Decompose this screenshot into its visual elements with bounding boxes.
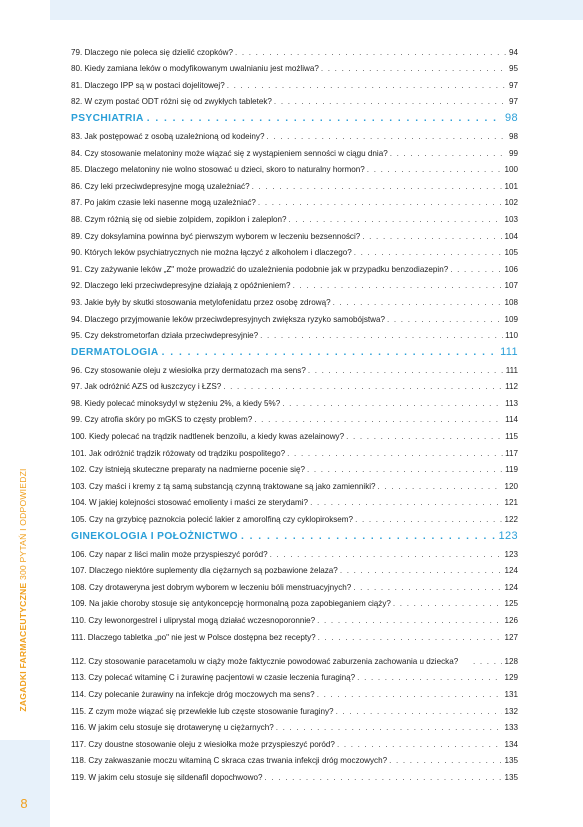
entry-title: 116. W jakim celu stosuje się drotawerynę u ciężarnych? (71, 723, 274, 733)
entry-title: 87. Po jakim czasie leki nasenne mogą uzależniać? (71, 198, 256, 208)
dot-leader (307, 464, 503, 475)
entry-page-number: 124 (504, 566, 518, 576)
entry-page-number: 97 (508, 80, 518, 90)
dot-leader (241, 531, 495, 542)
book-brand: ZAGADKI FARMACEUTYCZNE (18, 582, 28, 712)
toc-entry (71, 669, 518, 686)
entry-title: 111. Dlaczego tabletka „po" nie jest w Polsce dostępna bez recepty? (71, 632, 316, 642)
entry-title: 86. Czy leki przeciwdepresyjne mogą uzależniać? (71, 181, 250, 191)
entry-title: 80. Kiedy zamiana leków o modyfikowanym uwalnianiu jest możliwa? (71, 64, 319, 74)
page-number: 8 (20, 796, 28, 811)
toc-entry (71, 293, 518, 310)
entry-page-number: 112 (505, 382, 518, 392)
entry-title: 94. Dlaczego przyjmowanie leków przeciwdepresyjnych zwiększa ryzyko samobójstwa? (71, 314, 385, 324)
entry-title: 106. Czy napar z liści malin może przyspieszyć poród? (71, 549, 268, 559)
entry-title: 118. Czy zakwaszanie moczu witaminą C skraca czas trwania infekcji dróg moczowych? (71, 756, 388, 766)
dot-leader (258, 197, 503, 208)
toc-entry (71, 611, 518, 628)
toc-entry (71, 510, 518, 527)
toc-entry (71, 60, 518, 77)
entry-page-number: 97 (508, 97, 518, 107)
dot-leader (147, 113, 502, 124)
toc-entry (71, 277, 518, 294)
dot-leader (282, 398, 503, 409)
dot-leader (266, 131, 507, 142)
entry-page-number: 119 (505, 465, 518, 475)
entry-page-number: 105 (504, 248, 518, 258)
toc-entry (71, 645, 518, 669)
toc-entry (71, 127, 518, 144)
dot-leader (355, 514, 502, 525)
entry-page-number: 102 (504, 198, 518, 208)
toc-section-heading (71, 343, 518, 361)
entry-page-number: 101 (504, 181, 518, 191)
dot-leader (337, 739, 503, 750)
toc-entry (71, 545, 518, 562)
toc-entry (71, 227, 518, 244)
entry-page-number: 94 (508, 47, 518, 57)
dot-leader (354, 247, 503, 258)
toc-entry (71, 702, 518, 719)
entry-title: 110. Czy lewonorgestrel i uliprystal mogą działać wczesnoporonnie? (71, 616, 316, 625)
entry-title: 101. Jak odróżnić trądzik różowaty od trądziku pospolitego? (71, 448, 286, 458)
entry-page-number: 103 (504, 214, 518, 224)
entry-page-number: 98 (508, 131, 518, 141)
toc-entry (71, 327, 518, 344)
entry-page-number: 99 (508, 148, 518, 158)
book-title-vertical (18, 468, 28, 711)
entry-page-number: 104 (504, 231, 518, 241)
entry-title: 81. Dlaczego IPP są w postaci dojelitowej? (71, 80, 225, 90)
dot-leader (346, 431, 503, 442)
entry-title: 119. W jakim celu stosuje się sildenafil dopochwowo? (71, 772, 263, 782)
dot-leader (390, 148, 507, 159)
toc-entry (71, 361, 518, 378)
entry-page-number: 107 (504, 281, 518, 291)
dot-leader (276, 722, 503, 733)
entry-page-number: 110 (505, 331, 518, 341)
toc-entry (71, 310, 518, 327)
entry-title: 91. Czy zażywanie leków „Z" może prowadzić do uzależnienia podobnie jak w przypadku benzodiazepin? (71, 264, 449, 274)
entry-page-number: 132 (504, 706, 518, 716)
top-band (0, 0, 583, 20)
entry-title: 96. Czy stosowanie oleju z wiesiołka przy dermatozach ma sens? (71, 365, 306, 375)
toc-entry (71, 194, 518, 211)
entry-page-number: 113 (505, 398, 518, 408)
section-title: DERMATOLOGIA (71, 346, 159, 358)
dot-leader (265, 772, 503, 783)
toc-entry (71, 93, 518, 110)
entry-page-number: 95 (508, 64, 518, 74)
entry-title: 85. Dlaczego melatoniny nie wolno stosować u dzieci, skoro to naturalny hormon? (71, 165, 365, 175)
toc-entry (71, 394, 518, 411)
dot-leader (353, 582, 502, 593)
dot-leader (389, 755, 502, 766)
entry-page-number: 98 (504, 112, 518, 125)
entry-page-number: 111 (505, 365, 518, 375)
entry-page-number: 111 (500, 346, 518, 359)
book-subtitle: 300 PYTAŃ I ODPOWIEDZI (18, 468, 28, 581)
dot-leader (274, 96, 507, 107)
entry-page-number: 125 (504, 599, 518, 609)
entry-page-number: 128 (504, 656, 518, 666)
dot-leader (162, 347, 497, 358)
entry-page-number: 120 (504, 481, 518, 491)
dot-leader (287, 448, 503, 459)
dot-leader (252, 181, 503, 192)
dot-leader (387, 314, 502, 325)
entry-page-number: 133 (504, 723, 518, 733)
dot-leader (473, 656, 502, 667)
toc-entry (71, 494, 518, 511)
dot-leader (235, 47, 507, 58)
entry-title: 115. Z czym może wiązać się przewlekłe lub częste stosowanie furaginy? (71, 706, 334, 716)
entry-page-number: 114 (505, 415, 518, 425)
toc-section-heading (71, 527, 518, 545)
entry-title: 112. Czy stosowanie paracetamolu w ciąży może faktycznie powodować zaburzenia zachowania u dziecka? (71, 656, 459, 666)
toc-entry (71, 427, 518, 444)
entry-page-number: 126 (504, 616, 518, 625)
entry-page-number: 108 (504, 297, 518, 307)
entry-page-number: 127 (504, 632, 518, 642)
entry-title: 97. Jak odróżnić AZS od łuszczycy i ŁZS? (71, 382, 222, 392)
entry-title: 108. Czy drotaweryna jest dobrym wyborem w leczeniu bóli menstruacyjnych? (71, 582, 352, 592)
toc-entry (71, 444, 518, 461)
entry-page-number: 135 (504, 756, 518, 766)
entry-title: 83. Jak postępować z osobą uzależnioną od kodeiny? (71, 131, 265, 141)
dot-leader (378, 481, 503, 492)
toc-entry (71, 411, 518, 428)
dot-leader (227, 80, 507, 91)
dot-leader (321, 63, 507, 74)
toc-entry (71, 752, 518, 769)
entry-title: 98. Kiedy polecać minoksydyl w stężeniu 2%, a kiedy 5%? (71, 398, 281, 408)
entry-page-number: 121 (504, 498, 518, 508)
entry-page-number: 131 (504, 689, 518, 699)
entry-title: 90. Których leków psychiatrycznych nie można łączyć z alkoholem i dlaczego? (71, 248, 352, 258)
toc-entry (71, 461, 518, 478)
toc-entry (71, 719, 518, 736)
toc-entry (71, 768, 518, 785)
entry-title: 105. Czy na grzybicę paznokcia polecić lakier z amorolfiną czy cyklopiroksem? (71, 515, 354, 525)
entry-title: 92. Dlaczego leki przeciwdepresyjne działają z opóźnieniem? (71, 281, 291, 291)
dot-leader (310, 497, 502, 508)
toc-entry (71, 177, 518, 194)
toc-entry (71, 735, 518, 752)
dot-leader (362, 231, 502, 242)
toc-entry (71, 244, 518, 261)
entry-title: 113. Czy polecać witaminę C i żurawinę pacjentowi w czasie leczenia furaginą? (71, 673, 356, 683)
dot-leader (317, 689, 503, 700)
entry-title: 102. Czy istnieją skuteczne preparaty na nadmierne pocenie się? (71, 465, 305, 475)
dot-leader (293, 280, 503, 291)
entry-page-number: 134 (504, 739, 518, 749)
entry-page-number: 100 (504, 165, 518, 175)
dot-leader (393, 598, 503, 609)
dot-leader (289, 214, 503, 225)
toc-entry (71, 378, 518, 395)
dot-leader (367, 164, 503, 175)
entry-title: 107. Dlaczego niektóre suplementy dla ciężarnych są pozbawione żelaza? (71, 566, 338, 576)
toc-entry (71, 562, 518, 579)
toc-entry (71, 628, 518, 645)
dot-leader (260, 330, 503, 341)
dot-leader (318, 632, 503, 643)
entry-page-number: 129 (504, 673, 518, 683)
entry-title: 89. Czy doksylamina powinna być pierwszym wyborem w leczeniu bezsenności? (71, 231, 361, 241)
toc-entry (71, 144, 518, 161)
dot-leader (308, 365, 504, 376)
toc-entry (71, 43, 518, 60)
entry-title: 99. Czy atrofia skóry po mGKS to częsty problem? (71, 415, 253, 425)
entry-title: 82. W czym postać ODT różni się od zwykłych tabletek? (71, 97, 272, 107)
entry-page-number: 115 (505, 432, 518, 442)
dot-leader (333, 297, 503, 308)
entry-title: 88. Czym różnią się od siebie zolpidem, zopiklon i zaleplon? (71, 214, 287, 224)
entry-page-number: 135 (504, 772, 518, 782)
toc-entry (71, 578, 518, 595)
entry-page-number: 123 (504, 549, 518, 559)
dot-leader (450, 264, 502, 275)
dot-leader (340, 565, 503, 576)
toc-entry (71, 161, 518, 178)
dot-leader (336, 706, 503, 717)
toc-entry (71, 210, 518, 227)
entry-page-number: 124 (504, 582, 518, 592)
dot-leader (223, 381, 503, 392)
entry-title: 114. Czy polecanie żurawiny na infekcje dróg moczowych ma sens? (71, 689, 315, 699)
toc-entry (71, 76, 518, 93)
entry-title: 84. Czy stosowanie melatoniny może wiązać się z wystąpieniem senności w ciągu dnia? (71, 148, 388, 158)
dot-leader (357, 672, 502, 683)
entry-title: 109. Na jakie choroby stosuje się antykoncepcję hormonalną poza zapobieganiem ciąży? (71, 599, 391, 609)
entry-page-number: 117 (505, 448, 518, 458)
section-title: PSYCHIATRIA (71, 112, 144, 124)
entry-page-number: 123 (498, 530, 518, 543)
dot-leader (270, 549, 503, 560)
entry-title: 104. W jakiej kolejności stosować emolienty i maści ze sterydami? (71, 498, 309, 508)
toc-section-heading (71, 109, 518, 127)
entry-title: 100. Kiedy polecać na trądzik nadtlenek benzoilu, a kiedy kwas azelainowy? (71, 432, 345, 442)
entry-page-number: 109 (504, 314, 518, 324)
table-of-contents (71, 43, 518, 785)
dot-leader (317, 615, 502, 626)
entry-title: 79. Dlaczego nie poleca się dzielić czopków? (71, 47, 233, 57)
toc-entry (71, 595, 518, 612)
toc-entry (71, 260, 518, 277)
section-title: GINEKOLOGIA I POŁOŻNICTWO (71, 530, 238, 542)
entry-title: 117. Czy doustne stosowanie oleju z wiesiołka może przyspieszyć poród? (71, 739, 335, 749)
entry-title: 103. Czy maści i kremy z tą samą substancją czynną traktowane są jako zamienniki? (71, 481, 376, 491)
toc-entry (71, 477, 518, 494)
entry-page-number: 122 (504, 515, 518, 525)
entry-title: 93. Jakie były by skutki stosowania metylofenidatu przez osobę zdrową? (71, 297, 331, 307)
entry-title: 95. Czy dekstrometorfan działa przeciwdepresyjnie? (71, 331, 259, 341)
dot-leader (254, 414, 503, 425)
toc-entry (71, 685, 518, 702)
entry-page-number: 106 (504, 264, 518, 274)
